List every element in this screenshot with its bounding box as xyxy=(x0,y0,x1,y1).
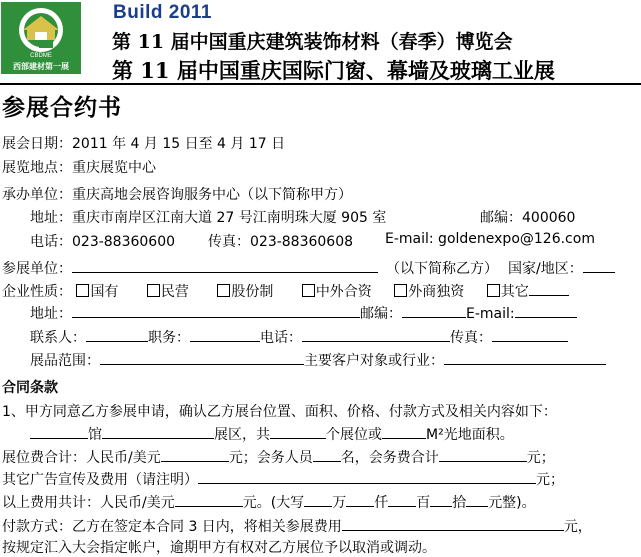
position-field[interactable] xyxy=(190,327,260,342)
hall-label: 馆 xyxy=(88,427,102,443)
qian-field[interactable] xyxy=(346,492,374,507)
position-label: 职务： xyxy=(148,330,190,346)
fee-row xyxy=(2,447,555,467)
zone-label: 展区，共 xyxy=(214,427,270,443)
country-label: 国家/地区： xyxy=(508,261,583,277)
checkbox-state-owned[interactable] xyxy=(76,284,89,297)
wan-field[interactable] xyxy=(304,492,332,507)
logo-caption: 西部建材第一展 xyxy=(13,62,69,71)
checkbox-joint-venture[interactable] xyxy=(302,284,315,297)
area-label: M²光地面积。 xyxy=(426,427,514,443)
yuan-comma-label: 元， xyxy=(563,519,592,535)
address-label: 地址： xyxy=(30,210,72,226)
contract-heading: 合同条款 xyxy=(2,380,58,396)
country-field[interactable] xyxy=(583,258,615,273)
scope-row xyxy=(30,350,606,370)
expo-logo xyxy=(1,2,81,74)
staff-fee-field[interactable] xyxy=(439,447,527,462)
expo-date: 展会日期：2011 年 4 月 15 日至 4 月 17 日 xyxy=(2,136,286,152)
remit-clause: 按规定汇入大会指定帐户，逾期甲方有权对乙方展位予以取消或调动。 xyxy=(2,540,436,556)
scope-field[interactable] xyxy=(100,350,304,365)
option-private[interactable]: 民营 xyxy=(147,284,189,300)
exhibitor-fax-label: 传真： xyxy=(450,330,492,346)
ads-label: 其它广告宣传及费用（请注明） xyxy=(2,472,198,488)
area-field[interactable] xyxy=(382,424,426,439)
checkbox-other[interactable] xyxy=(487,284,500,297)
checkbox-joint-stock[interactable] xyxy=(217,284,230,297)
shi-field[interactable] xyxy=(430,492,452,507)
booth-count-field[interactable] xyxy=(270,424,326,439)
expo-title-1: 第 11 届中国重庆建筑装饰材料（春季）博览会 xyxy=(112,31,513,53)
sum-words-label: 元。(大写 xyxy=(242,495,305,511)
page-title: 参展合约书 xyxy=(2,95,122,121)
yuan-label: 元； xyxy=(228,450,257,466)
staff-count-field[interactable] xyxy=(313,447,341,462)
contact-field[interactable] xyxy=(86,327,148,342)
address-value: 重庆市南岸区江南大道 27 号江南明珠大厦 905 室 xyxy=(72,210,387,226)
build-label: Build 2011 xyxy=(113,2,212,23)
sum-field[interactable] xyxy=(175,492,243,507)
exhibitor-postcode-label: 邮编： xyxy=(360,306,402,322)
hall-field[interactable] xyxy=(30,424,88,439)
bai-field[interactable] xyxy=(388,492,416,507)
exhibitor-address-label: 地址： xyxy=(30,306,72,322)
expo-venue: 展览地点：重庆展览中心 xyxy=(2,160,156,176)
payment-label: 付款方式：乙方在签定本合同 3 日内，将相关参展费用 xyxy=(2,519,342,535)
option-state-owned[interactable]: 国有 xyxy=(76,284,118,300)
contact-address-row xyxy=(30,303,577,323)
booth-fee-label: 展位费合计：人民币/美元 xyxy=(2,450,161,466)
unit-bai: 百 xyxy=(416,495,431,511)
exhibitor-address-field[interactable] xyxy=(72,303,360,318)
organizer-address xyxy=(30,207,386,227)
yuan-label-2: 元； xyxy=(526,450,555,466)
checkbox-foreign[interactable] xyxy=(394,284,407,297)
exhibitor-email-label: E-mail: xyxy=(466,306,515,322)
header-rule xyxy=(0,83,641,85)
sum-row xyxy=(2,492,536,512)
option-other[interactable]: 其它 xyxy=(487,284,529,300)
unit-shi: 拾 xyxy=(452,495,467,511)
ads-row xyxy=(2,469,564,489)
zone-field[interactable] xyxy=(102,424,214,439)
unit-wan: 万 xyxy=(332,495,347,511)
ads-field[interactable] xyxy=(198,469,536,484)
party-b-label: （以下简称乙方） xyxy=(386,261,498,277)
option-joint-stock[interactable]: 股份制 xyxy=(217,284,273,300)
exhibitor-phone-label: 电话： xyxy=(260,330,302,346)
exhibitor-phone-field[interactable] xyxy=(302,327,450,342)
organizer-phone: 电话：023-88360600 xyxy=(30,234,176,250)
booth-fee-field[interactable] xyxy=(161,447,229,462)
contact-label: 联系人： xyxy=(30,330,86,346)
unit-yuan: 元整)。 xyxy=(488,495,536,511)
contact-person-row xyxy=(30,327,568,347)
sum-label: 以上费用共计：人民币/美元 xyxy=(2,495,175,511)
exhibitor-row xyxy=(2,258,615,278)
customers-field[interactable] xyxy=(444,350,606,365)
scope-label: 展品范围： xyxy=(30,353,100,369)
organizer-postcode: 邮编：400060 xyxy=(480,210,576,226)
organizer-fax: 传真：023-88360608 xyxy=(208,234,354,250)
staff-fee-label: 名，会务费合计 xyxy=(340,450,439,466)
nature-label: 企业性质： xyxy=(2,284,72,300)
option-joint-venture[interactable]: 中外合资 xyxy=(302,284,372,300)
checkbox-private[interactable] xyxy=(147,284,160,297)
customers-label: 主要客户对象或行业： xyxy=(304,353,444,369)
other-field[interactable] xyxy=(529,281,569,296)
exhibitor-email-field[interactable] xyxy=(515,303,577,318)
exhibitor-field[interactable] xyxy=(72,258,378,273)
option-foreign[interactable]: 外商独资 xyxy=(394,284,464,300)
payment-field[interactable] xyxy=(342,516,564,531)
exhibitor-fax-field[interactable] xyxy=(492,327,568,342)
expo-title-2: 第 11 届中国重庆国际门窗、幕墙及玻璃工业展 xyxy=(112,58,555,83)
logo-text: CBDME xyxy=(30,53,52,59)
exhibitor-label: 参展单位： xyxy=(2,261,72,277)
yuan-label-3: 元； xyxy=(536,472,564,488)
clause-1: 1、甲方同意乙方参展申请，确认乙方展台位置、面积、价格、付款方式及相关内容如下： xyxy=(2,404,557,420)
exhibitor-postcode-field[interactable] xyxy=(402,303,466,318)
nature-row xyxy=(2,281,569,301)
organizer: 承办单位：重庆高地会展咨询服务中心（以下简称甲方） xyxy=(2,187,352,203)
staff-label: 会务人员 xyxy=(256,450,313,466)
payment-row xyxy=(2,516,592,536)
yuan-field[interactable] xyxy=(466,492,488,507)
booth-row xyxy=(30,424,514,444)
booth-label: 个展位或 xyxy=(326,427,382,443)
organizer-email: E-mail: goldenexpo@126.com xyxy=(385,231,595,247)
unit-qian: 仟 xyxy=(374,495,389,511)
